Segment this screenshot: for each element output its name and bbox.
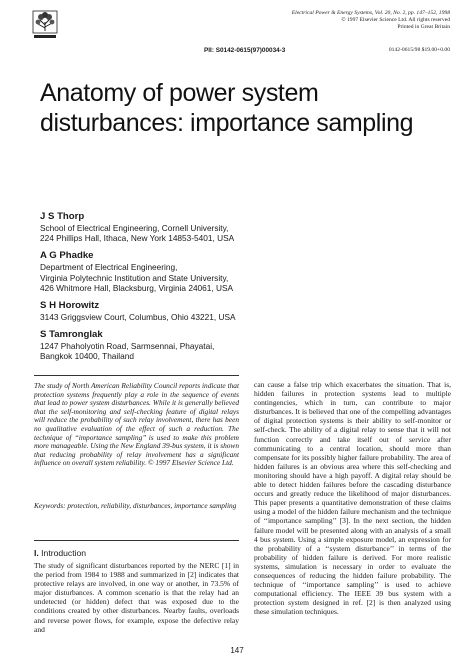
abstract: The study of North American Reliability Council reports indicate that protection systems frequently play a role in the sequence of events that lead to power system disturbances. While it is generally believed that the self-monitoring and self-checking feature of digital relays will reduce the probability of such relay involvement, there has been no qualitative evaluation of the effect of such a reduction. The technique of ‘‘importance sampling’’ is used to make this problem more manageable. Using the New England 39-bus system, it is shown that reducing probability of relay involvement has a significant influence on overall system reliability. © 1997 Elsevier Science Ltd. [34, 381, 239, 468]
author-name: S H Horowitz [40, 300, 100, 312]
author-affiliation-line: 3143 Griggsview Court, Columbus, Ohio 43221, USA [40, 312, 236, 323]
journal-line: Electrical Power & Energy Systems, Vol. 20, No. 2, pp. 147–152, 1998 [291, 10, 450, 16]
printed-line: Printed in Great Britain [397, 24, 450, 30]
author-name: A G Phadke [40, 250, 94, 262]
pii-identifier: PII: S0142-0615(97)00034-3 [204, 47, 286, 54]
keywords: Keywords: protection, reliability, disturbances, importance sampling [34, 501, 237, 510]
abstract-top-rule [34, 375, 239, 376]
author-affiliation-line: Virginia Polytechnic Institution and State University, [40, 272, 229, 283]
author-block [40, 329, 460, 362]
paper-title: Anatomy of power system disturbances: importance sampling [40, 79, 414, 137]
body-text-left-column: The study of significant disturbances reported by the NERC [1] in the period from 1984 to 1988 and summarized in [2] indicates that protective relays are involved, in one way or another, in 73.5% of major disturbances. A common scenario is that the relay had an undetected (or hidden) defect that was exposed due to the conditions created by other disturbances. Nearby faults, overloads and reverse power flows, for example, expose the defective relay and [34, 561, 239, 634]
page-number: 147 [230, 646, 244, 655]
author-affiliation-line: 426 Whitmore Hall, Blacksburg, Virginia 24061, USA [40, 283, 234, 294]
abstract-bottom-rule [34, 540, 239, 541]
elsevier-logo [32, 10, 58, 40]
section-number: I. [34, 548, 39, 558]
issn-price: 0142-0615/98 $19.00+0.00 [388, 47, 450, 53]
elsevier-tree-logo-icon [32, 10, 58, 40]
body-text-right-column: can cause a false trip which exacerbates the situation. That is, hidden failures in protection systems lead to multiple contingencies, which in turn, can contribute to major disturbances. It is believed that one of the compelling advantages of digital protection systems is their ability to self-monitor or self-check. The ability of a digital relay to sense that it will not function correctly and take itself out of service after communicating to a central location, should more than compensate for its possibly higher failure probability. The area of hidden failures is an obvious area where this self-checking and monitoring should have a high payoff. A digital relay should be able to detect hidden failures before the cascading disturbance occurs and greatly reduce the likelihood of major disturbances. This paper presents a quantitative demonstration of these claims using a model of the hidden failure mechanism and the technique of ‘‘importance sampling’’ [3]. In the next section, the hidden failure model will be presented along with an analysis of a small 4 bus system. Using a simple exposure model, an expression for the probability of a ‘‘system disturbance’’ in terms of the probability of hidden failure is derived. For more realistic systems, simulation is necessary in order to evaluate the consequences of reducing the hidden failure probability. The technique of ‘‘importance sampling’’ is used to achieve computational efficiency. The IEEE 39 bus system with a protection system designed in ref. [2] is then analyzed using these simulation techniques. [254, 380, 451, 617]
author-affiliation-line: Department of Electrical Engineering, [40, 262, 178, 273]
author-affiliation-line: School of Electrical Engineering, Cornell University, [40, 223, 229, 233]
author-name: J S Thorp [40, 211, 85, 222]
author-list [40, 211, 460, 368]
copyright-line: © 1997 Elsevier Science Ltd. All rights reserved [341, 17, 450, 23]
journal-citation [200, 10, 450, 31]
section-title: Introduction [41, 548, 87, 558]
author-block [40, 300, 460, 322]
section-heading [34, 548, 86, 558]
author-block [40, 250, 460, 293]
author-affiliation-line: 1247 Phaholyotin Road, Sarmsennai, Phayatai, [40, 340, 215, 351]
author-name: S Tamronglak [40, 328, 103, 340]
author-block [40, 211, 460, 244]
author-affiliation-line: 224 Phillips Hall, Ithaca, New York 14853-5401, USA [40, 233, 235, 244]
author-affiliation-line: Bangkok 10400, Thailand [40, 351, 134, 362]
